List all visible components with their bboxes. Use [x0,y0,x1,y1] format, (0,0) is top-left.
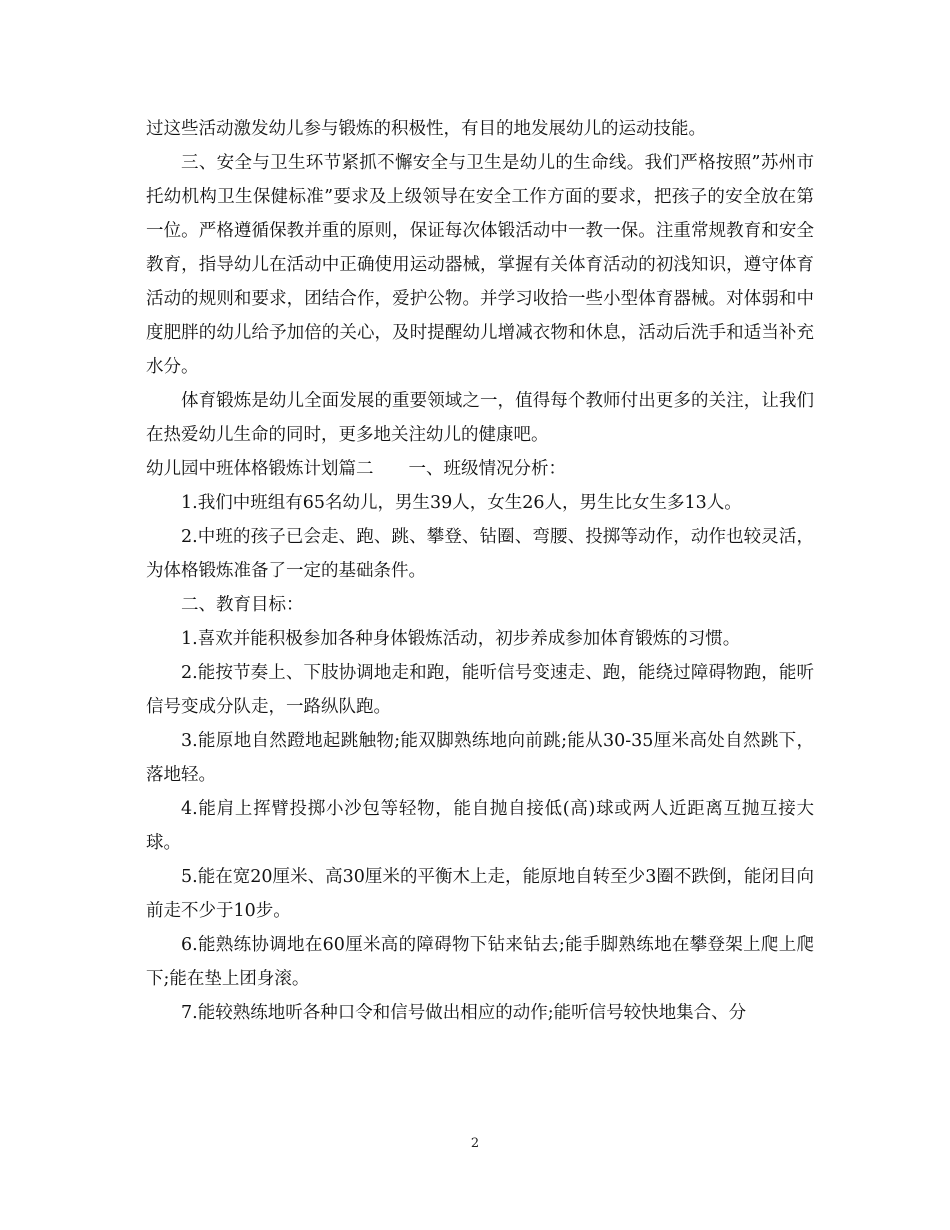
section-heading: 二、教育目标： [181,595,304,615]
paragraph: 1.我们中班组有65名幼儿，男生39人，女生26人，男生比女生多13人。 [181,493,742,513]
list-item: 1.喜欢并能积极参加各种身体锻炼活动，初步养成参加体育锻炼的习惯。 [181,629,741,649]
list-item: 6.能熟练协调地在60厘米高的障碍物下钻来钻去;能手脚熟练地在攀登架上爬上爬下;能在垫上团身滚。 [146,935,814,989]
page-number: 2 [470,1136,480,1151]
list-item: 5.能在宽20厘米、高30厘米的平衡木上走，能原地自转至少3圈不跌倒，能闭目向前走不少于10步。 [146,867,814,921]
paragraph: 过这些活动激发幼儿参与锻炼的积极性，有目的地发展幼儿的运动技能。 [146,119,706,139]
section-heading: 幼儿园中班体格锻炼计划篇二 一、班级情况分析： [146,459,566,479]
list-item: 4.能肩上挥臂投掷小沙包等轻物，能自抛自接低(高)球或两人近距离互抛互接大球。 [146,799,814,853]
paragraph: 2.中班的孩子已会走、跑、跳、攀登、钻圈、弯腰、投掷等动作，动作也较灵活，为体格锻炼准备了一定的基础条件。 [146,527,814,581]
paragraph: 三、安全与卫生环节紧抓不懈安全与卫生是幼儿的生命线。我们严格按照”苏州市托幼机构卫生保健标准”要求及上级领导在安全工作方面的要求，把孩子的安全放在第一位。严格遵循保教并重的原则，保证每次体锻活动中一教一保。注重常规教育和安全教育，指导幼儿在活动中正确使用运动器械，掌握有关体育活动的初浅知识，遵守体育活动的规则和要求，团结合作，爱护公物。并学习收拾一些小型体育器械。对体弱和中度肥胖的幼儿给予加倍的关心，及时提醒幼儿增减衣物和休息，活动后洗手和适当补充水分。 [146,153,814,377]
list-item: 2.能按节奏上、下肢协调地走和跑，能听信号变速走、跑，能绕过障碍物跑，能听信号变成分队走，一路纵队跑。 [146,663,814,717]
document-body [146,112,814,1030]
list-item: 7.能较熟练地听各种口令和信号做出相应的动作;能听信号较快地集合、分 [181,1003,747,1023]
paragraph: 体育锻炼是幼儿全面发展的重要领域之一，值得每个教师付出更多的关注，让我们在热爱幼儿生命的同时，更多地关注幼儿的健康吧。 [146,391,814,445]
list-item: 3.能原地自然蹬地起跳触物;能双脚熟练地向前跳;能从30-35厘米高处自然跳下，落地轻。 [146,731,814,785]
